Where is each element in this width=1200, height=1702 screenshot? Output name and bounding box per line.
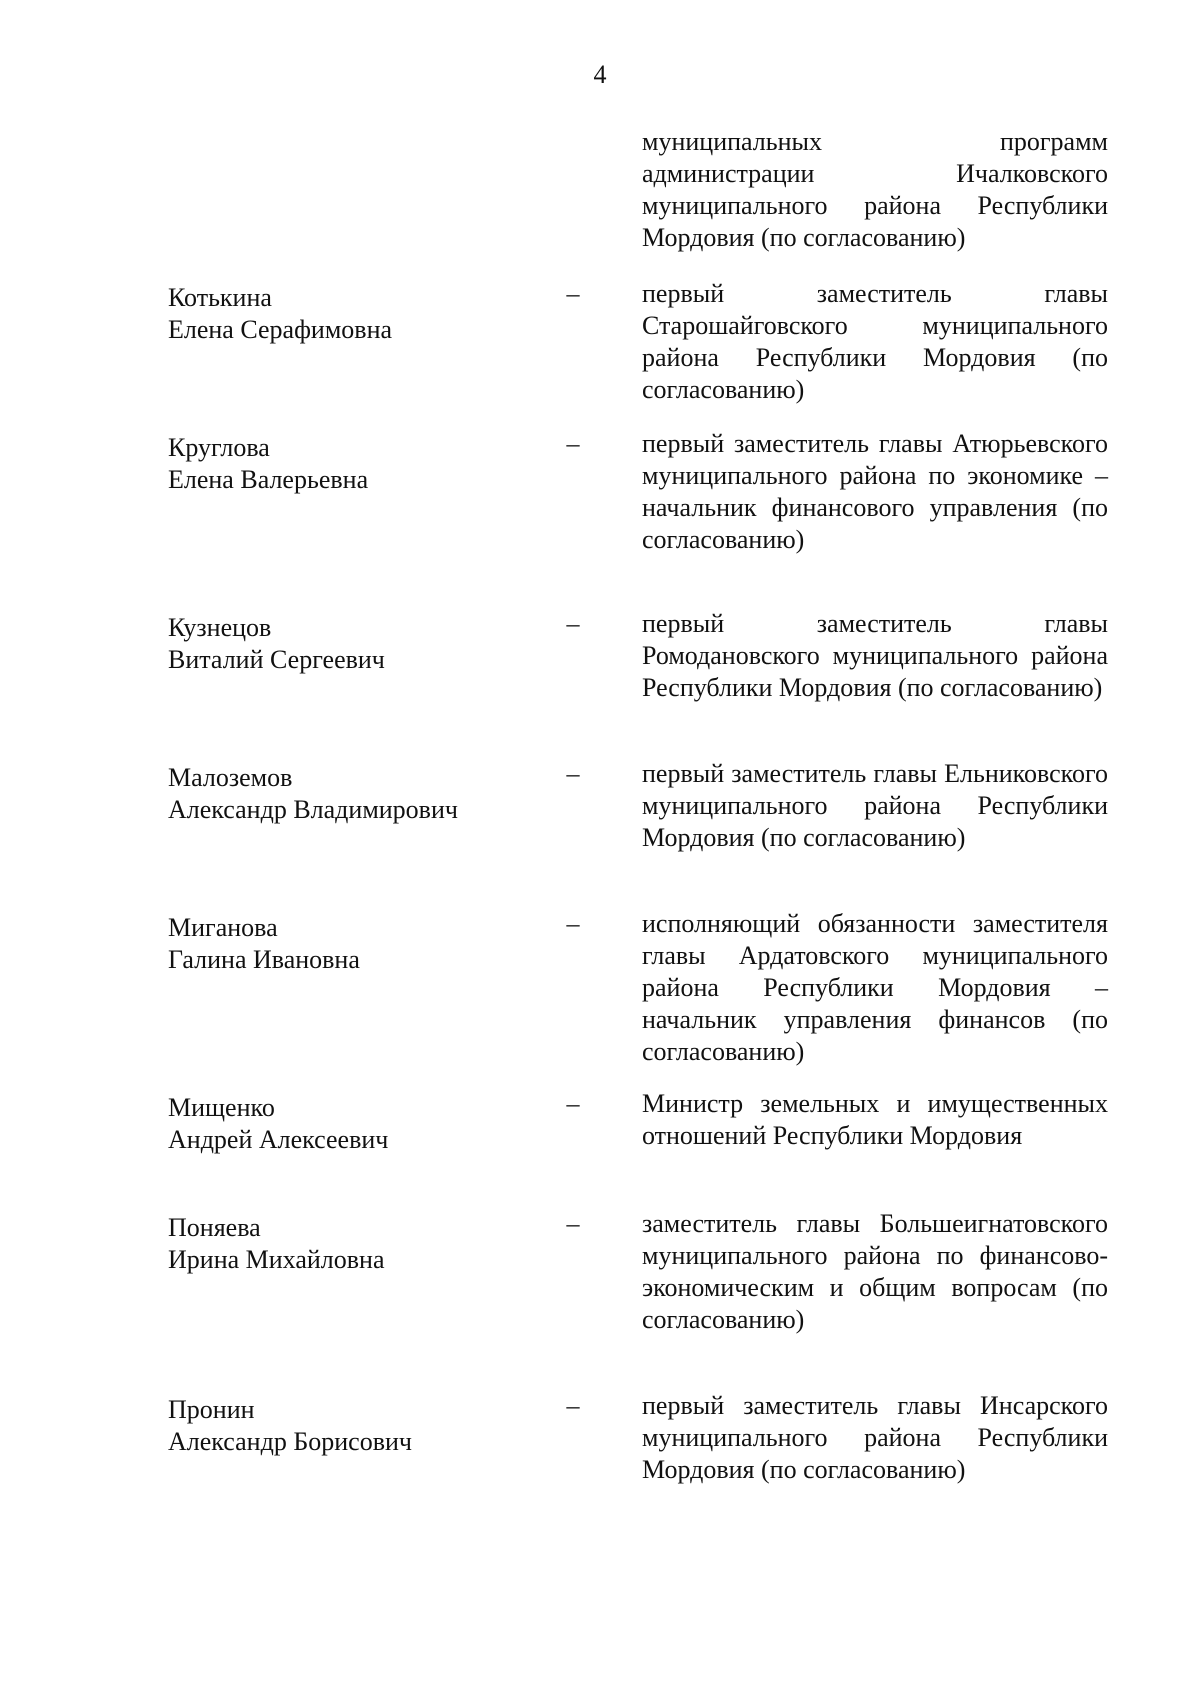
given-names: Виталий Сергеевич bbox=[168, 645, 385, 674]
position-text: первый заместитель главы Ельниковского муниципального района Республики Мордовия (по согласованию) bbox=[642, 759, 1108, 852]
surname: Поняева bbox=[168, 1213, 261, 1242]
surname: Пронин bbox=[168, 1395, 255, 1424]
surname: Кузнецов bbox=[168, 613, 272, 642]
position-text: заместитель главы Большеигнатовского муниципального района по финансово-экономическим и общим вопросам (по согласованию) bbox=[642, 1209, 1108, 1334]
separator-dash: – bbox=[566, 909, 580, 938]
person-name bbox=[168, 1394, 548, 1458]
surname: Миганова bbox=[168, 913, 278, 942]
separator-dash: – bbox=[566, 609, 580, 638]
given-names: Елена Серафимовна bbox=[168, 315, 393, 344]
position-text: первый заместитель главы Ромодановского муниципального района Республики Мордовия (по согласованию) bbox=[642, 609, 1108, 702]
person-name bbox=[168, 432, 548, 496]
given-names: Андрей Алексеевич bbox=[168, 1125, 389, 1154]
separator-dash: – bbox=[566, 1089, 580, 1118]
position-text: исполняющий обязанности заместителя главы Ардатовского муниципального района Республики Мордовия – начальник управления финансов (по согласованию) bbox=[642, 909, 1108, 1066]
separator-dash: – bbox=[566, 1209, 580, 1238]
person-name bbox=[168, 1212, 548, 1276]
person-name bbox=[168, 612, 548, 676]
person-name bbox=[168, 1092, 548, 1156]
given-names: Елена Валерьевна bbox=[168, 465, 369, 494]
person-name bbox=[168, 912, 548, 976]
position-text: первый заместитель главы Инсарского муниципального района Республики Мордовия (по согласованию) bbox=[642, 1391, 1108, 1484]
separator-dash: – bbox=[566, 279, 580, 308]
surname: Мищенко bbox=[168, 1093, 275, 1122]
person-name bbox=[168, 282, 548, 346]
given-names: Александр Борисович bbox=[168, 1427, 412, 1456]
given-names: Александр Владимирович bbox=[168, 795, 458, 824]
surname: Малоземов bbox=[168, 763, 293, 792]
given-names: Галина Ивановна bbox=[168, 945, 360, 974]
separator-dash: – bbox=[566, 429, 580, 458]
position-text: первый заместитель главы Старошайговского муниципального района Республики Мордовия (по согласованию) bbox=[642, 279, 1108, 404]
given-names: Ирина Михайловна bbox=[168, 1245, 385, 1274]
position-text: Министр земельных и имущественных отношений Республики Мордовия bbox=[642, 1089, 1108, 1150]
surname: Круглова bbox=[168, 433, 270, 462]
continuation-text: муниципальных программ администрации Ичалковского муниципального района Республики Мордовия (по согласованию) bbox=[642, 127, 1108, 252]
position-text: первый заместитель главы Атюрьевского муниципального района по экономике – начальник финансового управления (по согласованию) bbox=[642, 429, 1108, 554]
separator-dash: – bbox=[566, 759, 580, 788]
separator-dash: – bbox=[566, 1391, 580, 1420]
page-number: 4 bbox=[593, 60, 607, 89]
surname: Котькина bbox=[168, 283, 272, 312]
person-name bbox=[168, 762, 548, 826]
